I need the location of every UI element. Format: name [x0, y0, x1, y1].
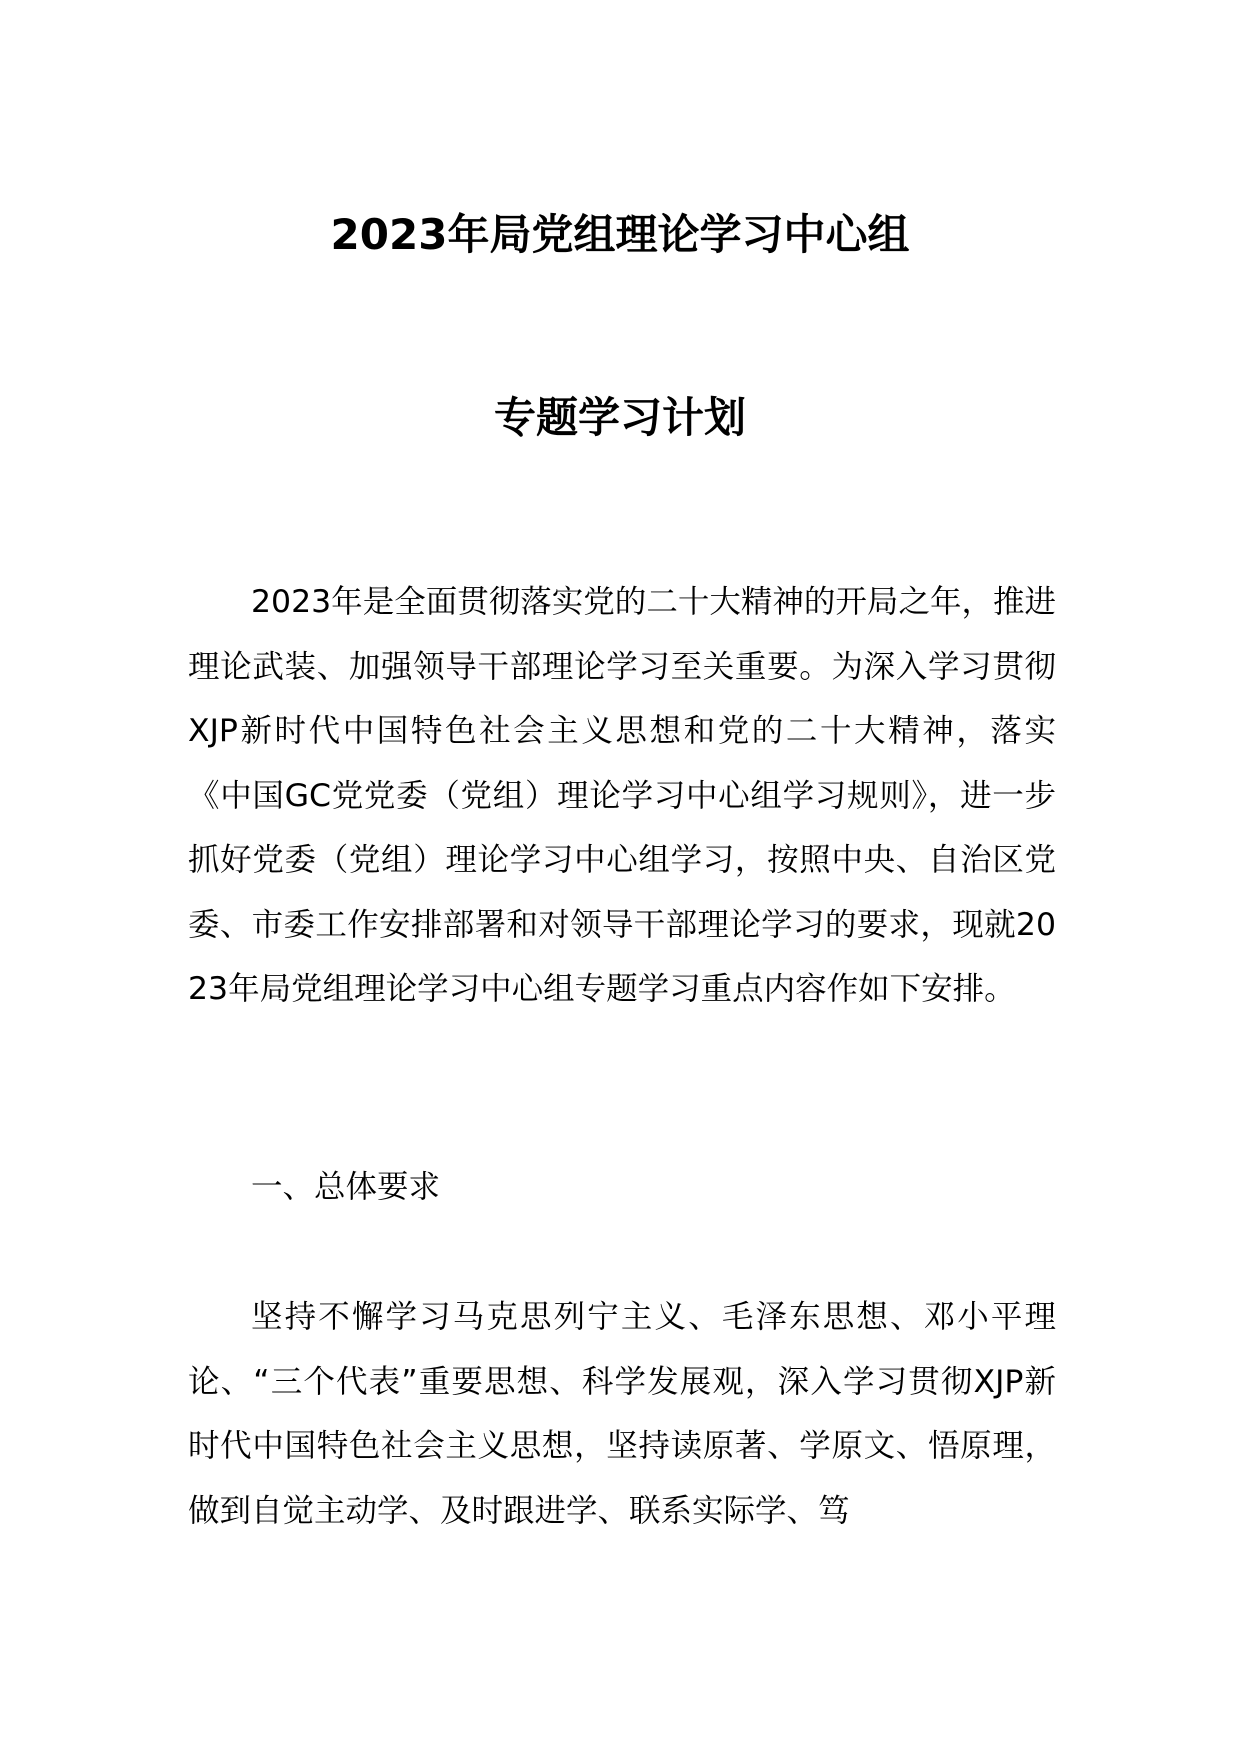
- intro-paragraph: 2023年是全面贯彻落实党的二十大精神的开局之年，推进理论武装、加强领导干部理论学习至关重要。为深入学习贯彻XJP新时代中国特色社会主义思想和党的二十大精神，落实《中国GC党党委（党组）理论学习中心组学习规则》，进一步抓好党委（党组）理论学习中心组学习，按照中央、自治区党委、市委工作安排部署和对领导干部理论学习的要求，现就2023年局党组理论学习中心组专题学习重点内容作如下安排。: [188, 584, 1056, 1007]
- document-title-line-1: 2023年局党组理论学习中心组: [330, 210, 910, 259]
- general-requirements-paragraph: 坚持不懈学习马克思列宁主义、毛泽东思想、邓小平理论、“三个代表”重要思想、科学发展观，深入学习贯彻XJP新时代中国特色社会主义思想，坚持读原著、学原文、悟原理，做到自觉主动学、及时跟进学、联系实际学、笃: [188, 1299, 1056, 1529]
- document-title-line-2: 专题学习计划: [493, 393, 746, 442]
- section-heading-general-requirements: 一、总体要求: [251, 1169, 441, 1205]
